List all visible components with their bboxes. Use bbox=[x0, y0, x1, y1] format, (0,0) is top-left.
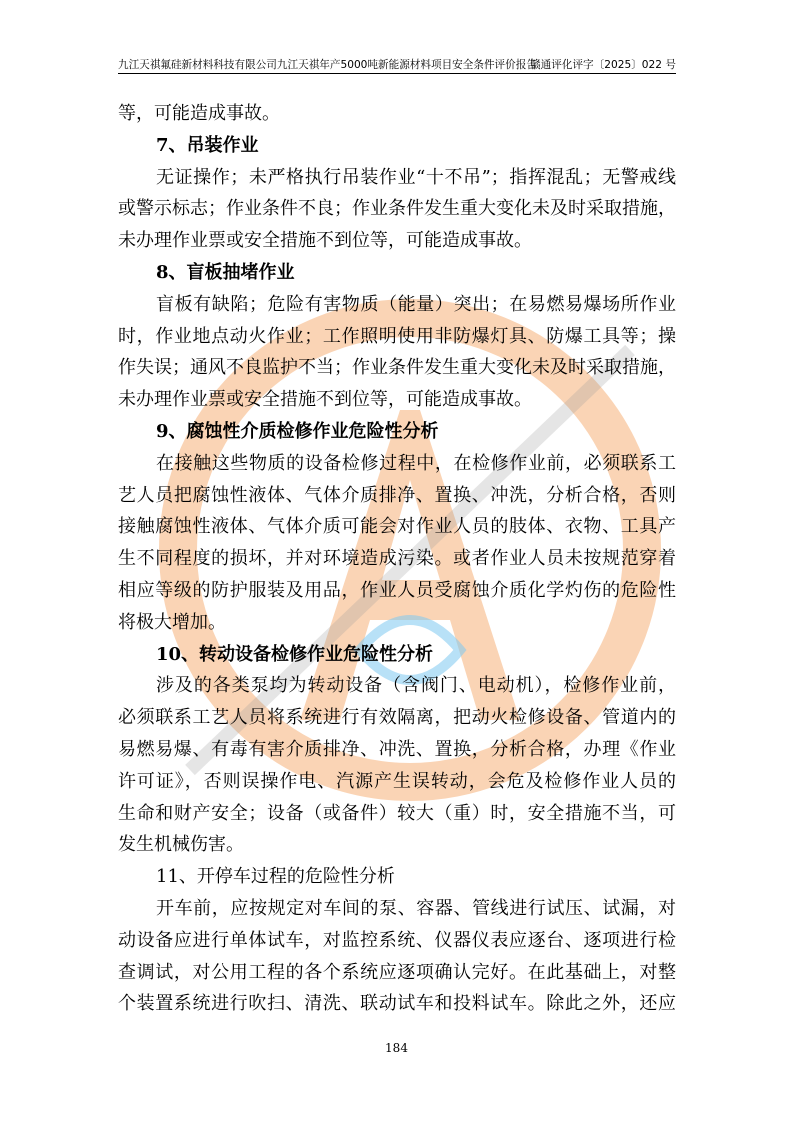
text-line: 发生机械伤害。 bbox=[118, 834, 244, 856]
text-line: 相应等级的防护服装及用品，作业人员受腐蚀介质化学灼伤的危险性 bbox=[118, 579, 676, 601]
text-line: 开车前，应按规定对车间的泵、容器、管线进行试压、试漏，对 bbox=[156, 897, 676, 919]
text-line: 等，可能造成事故。 bbox=[118, 103, 280, 124]
text-line: 生不同程度的损坏，并对环境造成污染。或者作业人员未按规范穿着 bbox=[118, 548, 676, 570]
text-line: 时，作业地点动火作业；工作照明使用非防爆灯具、防爆工具等；操 bbox=[118, 325, 676, 347]
text-line: 或警示标志；作业条件不良；作业条件发生重大变化未及时采取措施， bbox=[118, 198, 676, 220]
text-line: 易燃易爆、有毒有害介质排净、冲洗、置换，分析合格，办理《作业 bbox=[118, 738, 676, 760]
text-line: 接触腐蚀性液体、气体介质可能会对作业人员的肢体、衣物、工具产 bbox=[118, 516, 676, 538]
text-line: 生命和财产安全；设备（或备件）较大（重）时，安全措施不当，可 bbox=[118, 802, 676, 824]
section-heading-10: 10、转动设备检修作业危险性分析 bbox=[156, 643, 434, 665]
text-line: 许可证》，否则误操作电、汽源产生误转动，会危及检修作业人员的 bbox=[118, 770, 676, 792]
text-line: 查调试，对公用工程的各个系统应逐项确认完好。在此基础上，对整 bbox=[118, 961, 676, 983]
text-line: 涉及的各类泵均为转动设备（含阀门、电动机），检修作业前， bbox=[156, 675, 676, 697]
section-heading-9: 9、腐蚀性介质检修作业危险性分析 bbox=[156, 420, 439, 442]
text-line: 必须联系工艺人员将系统进行有效隔离，把动火检修设备、管道内的 bbox=[118, 707, 676, 729]
page-number: 184 bbox=[385, 1041, 408, 1055]
text-line: 艺人员把腐蚀性液体、气体介质排净、置换、冲洗，分析合格，否则 bbox=[118, 484, 676, 506]
text-line: 未办理作业票或安全措施不到位等，可能造成事故。 bbox=[118, 389, 532, 411]
text-line: 未办理作业票或安全措施不到位等，可能造成事故。 bbox=[118, 230, 532, 252]
header-report-number: 赣通评化评字〔2025〕022 号 bbox=[530, 59, 676, 71]
header-divider bbox=[118, 73, 676, 74]
text-line: 作失误；通风不良监护不当；作业条件发生重大变化未及时采取措施， bbox=[118, 357, 676, 379]
text-line: 将极大增加。 bbox=[118, 611, 226, 633]
text-line: 无证操作；未严格执行吊装作业“十不吊”；指挥混乱；无警戒线 bbox=[156, 166, 676, 188]
section-heading-7: 7、吊装作业 bbox=[156, 134, 259, 156]
text-line: 个装置系统进行吹扫、清洗、联动试车和投料试车。除此之外，还应 bbox=[118, 993, 676, 1015]
text-line: 在接触这些物质的设备检修过程中，在检修作业前，必须联系工 bbox=[156, 452, 676, 474]
text-line: 动设备应进行单体试车，对监控系统、仪器仪表应逐台、逐项进行检 bbox=[118, 929, 676, 951]
section-heading-8: 8、盲板抽堵作业 bbox=[156, 261, 295, 283]
text-line: 盲板有缺陷；危险有害物质（能量）突出；在易燃易爆场所作业 bbox=[156, 293, 676, 315]
body-text bbox=[118, 98, 676, 1020]
running-header bbox=[118, 54, 676, 72]
header-title: 九江天祺氟硅新材料科技有限公司九江天祺年产5000吨新能源材料项目安全条件评价报告 bbox=[118, 59, 537, 71]
section-heading-11: 11、开停车过程的危险性分析 bbox=[156, 866, 395, 888]
